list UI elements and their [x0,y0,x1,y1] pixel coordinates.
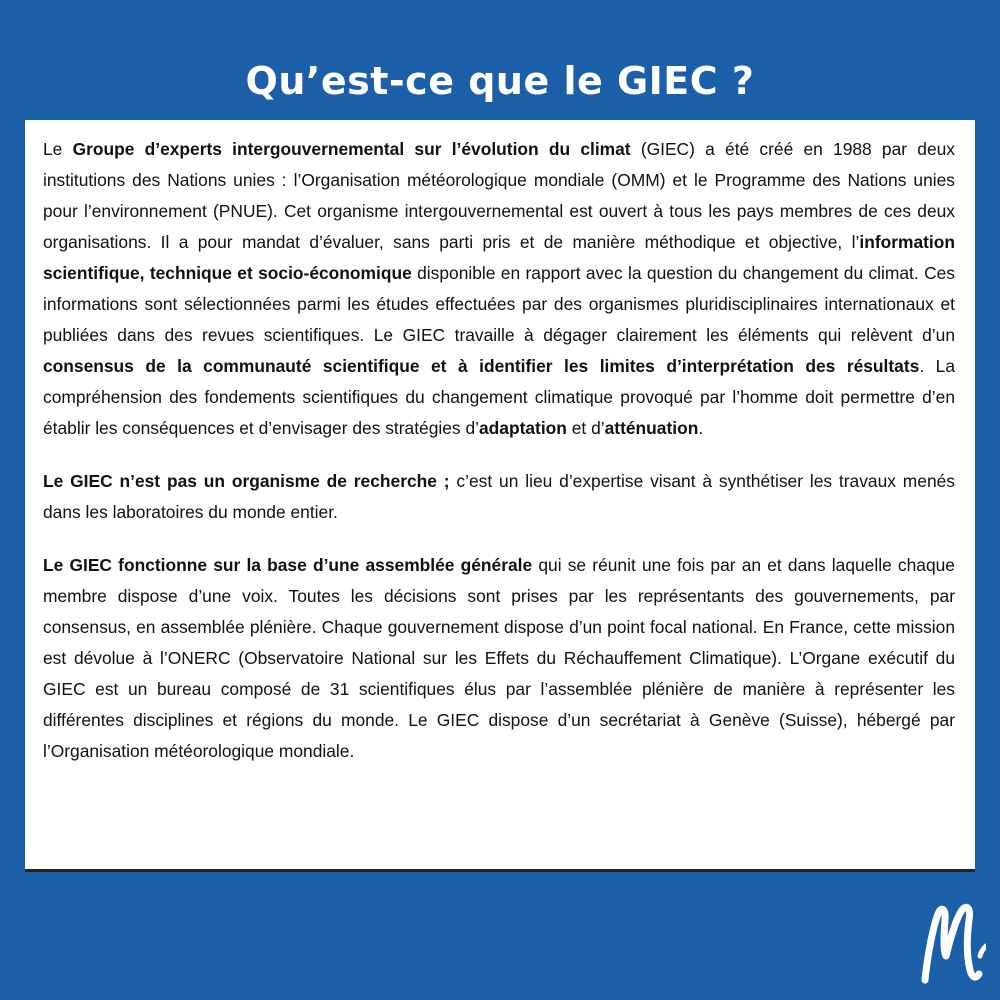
text-segment: Le [43,139,73,159]
text-segment: . [698,418,704,438]
text-segment-bold: Groupe d’experts intergouvernemental sur l’évolution du climat [72,139,631,159]
text-segment: disponible en rapport avec la question du changement du climat. Ces informations sont sélectionnées parmi les études effectuées par des organismes pluridisciplinaires internationaux et publiées dans des revues scientifiques. Le GIEC travaille à dégager clairement les éléments qui relèvent d’un [43,263,955,345]
page-title: Qu’est-ce que le GIEC ? [245,59,755,104]
text-segment: (GIEC) a été créé en 1988 par deux institutions des Nations unies : l’Organisation météorologique mondiale (OMM) et le Programme des Nations unies pour l’environnement (PNUE). Cet organisme intergouvernemental est ouvert à tous les pays membres de ces deux organisations. Il a pour mandat d’évaluer, sans parti pris et de manière méthodique et objective, l’ [43,139,956,252]
paragraph-assembly [43,550,955,767]
text-segment-bold: consensus de la communauté scientifique et à identifier les limites d’interprétation des résultats [43,356,920,376]
text-segment-bold: Le GIEC fonctionne sur la base d’une assemblée générale [43,555,533,575]
text-segment: . La compréhension des fondements scientifiques du changement climatique provoqué par l’homme doit permettre d’en établir les conséquences et d’envisager des stratégies d’ [43,356,955,438]
m-logo-icon [916,894,986,994]
text-segment: c’est un lieu d’expertise visant à synthétiser les travaux menés dans les laboratoires du monde entier. [43,471,955,522]
text-segment-bold: Le GIEC n’est pas un organisme de recherche ; [43,471,450,491]
text-segment-bold: atténuation [604,418,699,438]
text-segment-bold: adaptation [479,418,567,438]
paragraph-not-research [43,466,955,528]
text-segment: qui se réunit une fois par an et dans laquelle chaque membre dispose d’une voix. Toutes les décisions sont prises par les représentants des gouvernements, par consensus, en assemblée plénière. Chaque gouvernement dispose d’un point focal national. En France, cette mission est dévolue à l’ONERC (Observatoire National sur les Effets du Réchauffement Climatique). L’Organe exécutif du GIEC est un bureau composé de 31 scientifiques élus par l’assemblée plénière de manière à représenter les différentes disciplines et régions du monde. Le GIEC dispose d’un secrétariat à Genève (Suisse), hébergé par l’Organisation météorologique mondiale. [43,555,955,761]
text-segment: et d’ [566,418,605,438]
paragraph-intro [43,134,955,444]
text-card [25,120,975,872]
text-segment-bold: information scientifique, technique et socio-économique [43,232,955,283]
